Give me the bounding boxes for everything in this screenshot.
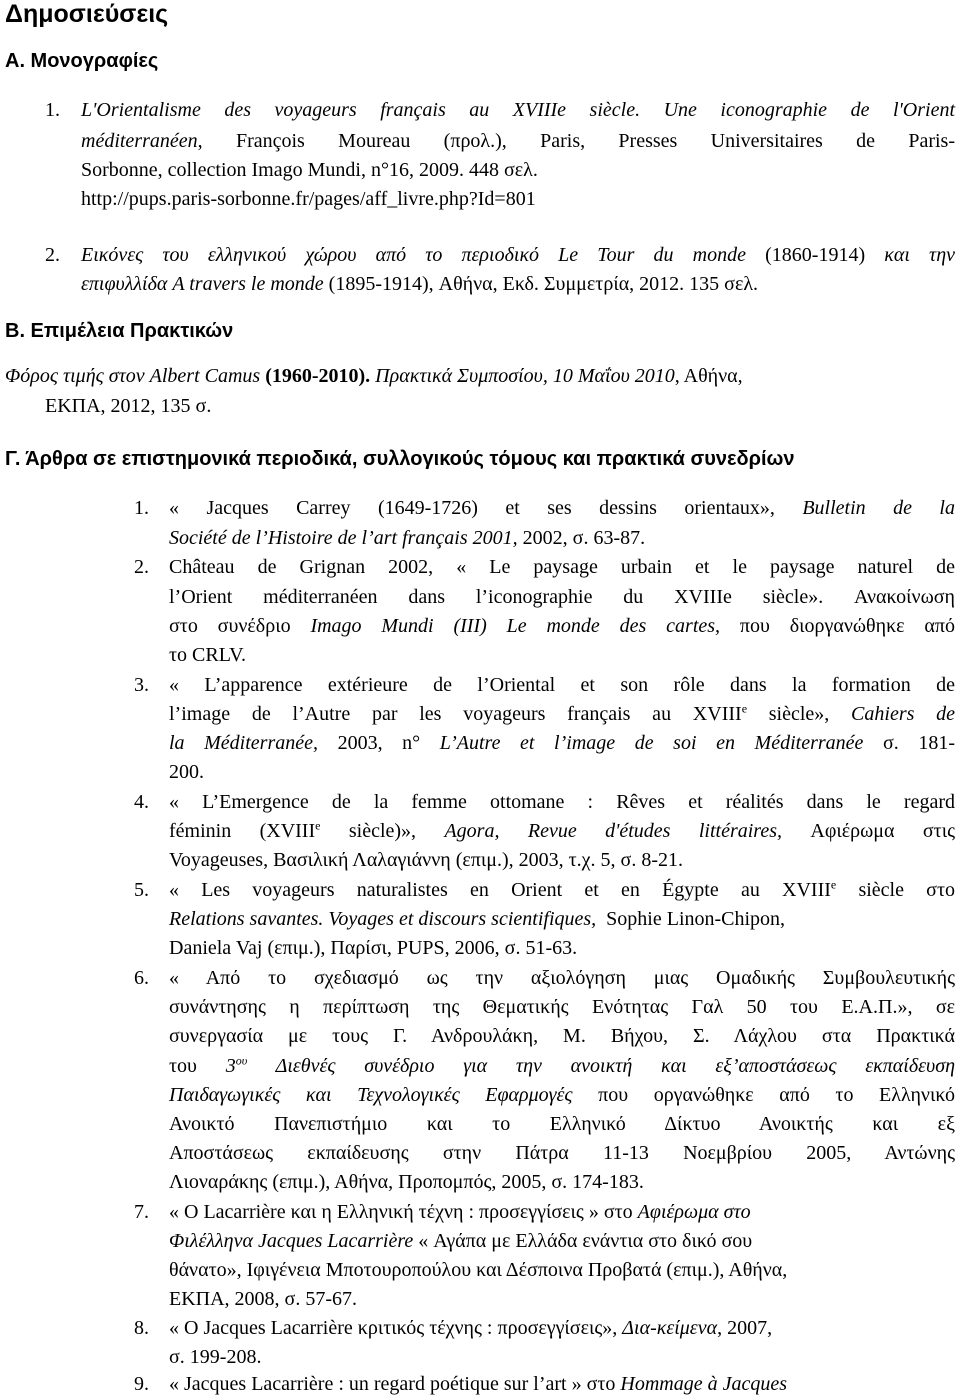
c6-line2: συνάντησης η περίπτωση της Θεματικής Ενότητας Γαλ 50 του Ε.Α.Π.», σε — [169, 996, 955, 1018]
c7-line2: Φιλέλληνα Jacques Lacarrière « Αγάπα με Ελλάδα ενάντια στο δικό σου — [169, 1230, 753, 1252]
b-line1: Φόρος τιμής στον Albert Camus (1960-2010). Πρακτικά Συμποσίου, 10 Μαΐου 2010, Αθήνα, — [5, 365, 743, 387]
item-number: 6. — [134, 967, 149, 989]
item-number: 9. — [134, 1373, 149, 1395]
c3-line4: 200. — [169, 761, 204, 783]
item-number: 7. — [134, 1201, 149, 1223]
item-number: 8. — [134, 1317, 149, 1339]
c1-line1: « Jacques Carrey (1649-1726) et ses dessins orientaux», Bulletin de la — [169, 497, 955, 519]
a1-line3: Sorbonne, collection Imago Mundi, n°16, 2009. 448 σελ. — [81, 159, 538, 181]
page-title: Δημοσιεύσεις — [5, 0, 169, 28]
c4-line2: féminin (XVIIIe siècle)», Agora, Revue d'études littéraires, Αφιέρωμα στις — [169, 818, 956, 842]
c6-line8: Λιοναράκης (επιμ.), Αθήνα, Προπομπός, 2005, σ. 174-183. — [169, 1171, 644, 1193]
c5-line2: Relations savantes. Voyages et discours scientifiques, Sophie Linon-Chipon, — [169, 908, 786, 930]
c4-line3: Voyageuses, Βασιλική Λαλαγιάννη (επιμ.), 2003, τ.χ. 5, σ. 8-21. — [169, 849, 683, 871]
c2-line3: στο συνέδριο Imago Mundi (III) Le monde des cartes, που διοργανώθηκε από — [169, 615, 955, 637]
c6-line5: Παιδαγωγικές και Τεχνολογικές Εφαρμογές που οργανώθηκε από το Ελληνικό — [169, 1084, 955, 1106]
c2-line1: Château de Grignan 2002, « Le paysage urbain et le paysage naturel de — [169, 556, 955, 578]
c9-line1: « Jacques Lacarrière : un regard poétique sur l’art » στο Hommage à Jacques — [169, 1373, 788, 1395]
a2-line1: Εικόνες του ελληνικού χώρου από το περιοδικό Le Tour du monde (1860-1914) και την — [81, 244, 955, 266]
section-c-heading: Γ. Άρθρα σε επιστημονικά περιοδικά, συλλογικούς τόμους και πρακτικά συνεδρίων — [5, 448, 795, 470]
c6-line6: Ανοικτό Πανεπιστήμιο και το Ελληνικό Δίκτυο Ανοικτής και εξ — [169, 1113, 955, 1135]
a1-line4-link[interactable]: http://pups.paris-sorbonne.fr/pages/aff_livre.php?Id=801 — [81, 188, 536, 210]
c2-line4: το CRLV. — [169, 644, 246, 666]
c3-line3: la Méditerranée, 2003, n° L’Autre et l’image de soi en Méditerranée σ. 181- — [169, 732, 955, 754]
a2-line2: επιφυλλίδα A travers le monde (1895-1914), Αθήνα, Εκδ. Συμμετρία, 2012. 135 σελ. — [81, 273, 759, 295]
item-number: 2. — [45, 244, 60, 266]
c8-line1: « Ο Jacques Lacarrière κριτικός τέχνης : προσεγγίσεις», Δια-κείμενα, 2007, — [169, 1317, 773, 1339]
item-number: 1. — [45, 99, 60, 121]
section-a-heading: Α. Μονογραφίες — [5, 50, 159, 72]
item-number: 5. — [134, 879, 149, 901]
c6-line4: του $3^{o\upsilon}$ Διεθνές συνέδριο για την ανοικτή και εξ’αποστάσεως εκπαίδευση — [169, 1053, 955, 1077]
c1-line2: Société de l’Histoire de l’art français 2001, 2002, σ. 63-87. — [169, 527, 646, 549]
c6-line1: « Από το σχεδιασμό ως την αξιολόγηση μιας Ομαδικής Συμβουλευτικής — [169, 967, 955, 989]
c3-line2: l’image de l’Autre par les voyageurs français au XVIIIe siècle», Cahiers de — [169, 701, 956, 725]
c6-line3: συνεργασία με τους Γ. Ανδρουλάκη, Μ. Βήχου, Σ. Λάχλου στα Πρακτικά — [169, 1025, 955, 1047]
item-number: 4. — [134, 791, 149, 813]
c4-line1: « L’Emergence de la femme ottomane : Rêves et réalités dans le regard — [169, 791, 955, 813]
c3-line1: « L’apparence extérieure de l’Oriental et son rôle dans la formation de — [169, 674, 955, 696]
c6-line7: Αποστάσεως εκπαίδευσης στην Πάτρα 11-13 Νοεμβρίου 2005, Αντώνης — [169, 1142, 955, 1164]
item-number: 2. — [134, 556, 149, 578]
c7-line4: ΕΚΠΑ, 2008, σ. 57-67. — [169, 1288, 357, 1310]
c5-line3: Daniela Vaj (επιμ.), Παρίσι, PUPS, 2006, σ. 51-63. — [169, 937, 578, 959]
a1-line2: méditerranéen, François Moureau (προλ.), Paris, Presses Universitaires de Paris- — [81, 130, 955, 152]
c5-line1: « Les voyageurs naturalistes en Orient et en Égypte au XVIIIe siècle στο — [169, 877, 955, 901]
c7-line3: θάνατο», Ιφιγένεια Μποτουροπούλου και Δέσποινα Προβατά (επιμ.), Αθήνα, — [169, 1259, 788, 1281]
b-line2: ΕΚΠΑ, 2012, 135 σ. — [45, 395, 212, 417]
c8-line2: σ. 199-208. — [169, 1346, 262, 1368]
c2-line2: l’Orient méditerranéen dans l’iconographie du XVIIIe siècle». Ανακοίνωση — [169, 586, 955, 608]
item-number: 3. — [134, 674, 149, 696]
c7-line1: « Ο Lacarrière και η Ελληνική τέχνη : προσεγγίσεις » στο Αφιέρωμα στο — [169, 1201, 751, 1223]
section-b-heading: Β. Επιμέλεια Πρακτικών — [5, 320, 234, 342]
a1-line1: L'Orientalisme des voyageurs français au XVIIIe siècle. Une iconographie de l'Orient — [81, 99, 955, 121]
item-number: 1. — [134, 497, 149, 519]
